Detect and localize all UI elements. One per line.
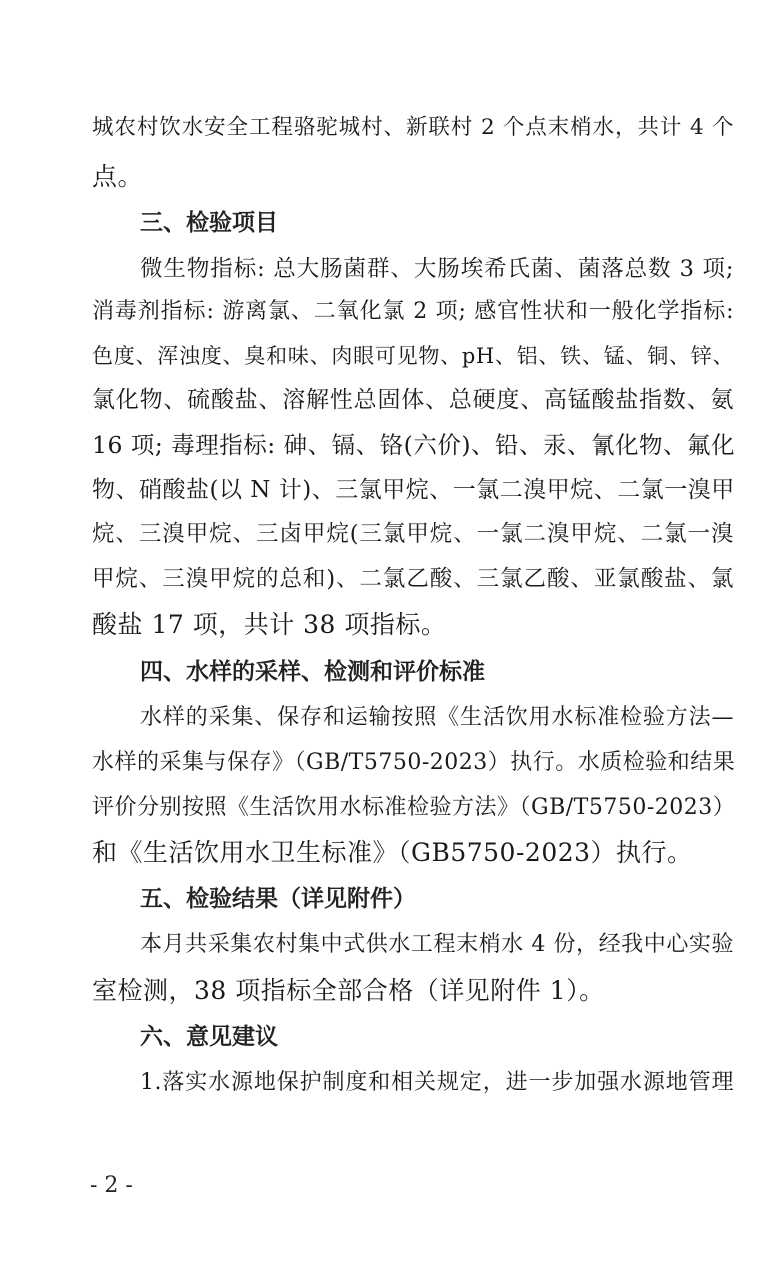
section-heading: 四、水样的采样、检测和评价标准 bbox=[140, 659, 485, 685]
body-line: 酸盐 17 项，共计 38 项指标。 bbox=[92, 610, 447, 639]
section-heading: 六、意见建议 bbox=[140, 1024, 278, 1050]
body-line: 1.落实水源地保护制度和相关规定，进一步加强水源地管理 bbox=[140, 1070, 734, 1095]
body-line: 城农村饮水安全工程骆驼城村、新联村 2 个点末梢水，共计 4 个 bbox=[92, 115, 734, 140]
body-line: 点。 bbox=[92, 162, 144, 191]
body-line: 16 项; 毒理指标: 砷、镉、铬(六价)、铅、汞、氰化物、氟化 bbox=[92, 431, 735, 459]
body-line: 色度、浑浊度、臭和味、肉眼可见物、pH、铝、铁、锰、铜、锌、 bbox=[92, 344, 734, 368]
page-number: - 2 - bbox=[90, 1173, 133, 1198]
section-heading: 三、检验项目 bbox=[140, 210, 278, 236]
body-line: 本月共采集农村集中式供水工程末梢水 4 份，经我中心实验 bbox=[140, 932, 734, 957]
body-line: 评价分别按照《生活饮用水标准检验方法》（GB/T5750-2023） bbox=[92, 795, 736, 820]
body-line: 水样的采集与保存》（GB/T5750-2023）执行。水质检验和结果 bbox=[92, 750, 736, 775]
body-line: 烷、三溴甲烷、三卤甲烷(三氯甲烷、一氯二溴甲烷、二氯一溴 bbox=[92, 521, 734, 547]
body-line: 水样的采集、保存和运输按照《生活饮用水标准检验方法— bbox=[140, 705, 734, 730]
body-line: 和《生活饮用水卫生标准》（GB5750-2023）执行。 bbox=[92, 838, 693, 867]
body-line: 物、硝酸盐(以 N 计)、三氯甲烷、一氯二溴甲烷、二氯一溴甲 bbox=[92, 477, 735, 503]
body-line: 消毒剂指标: 游离氯、二氧化氯 2 项; 感官性状和一般化学指标: bbox=[92, 299, 734, 324]
body-line: 室检测，38 项指标全部合格（详见附件 1）。 bbox=[92, 976, 605, 1005]
section-heading: 五、检验结果（详见附件） bbox=[140, 886, 416, 912]
body-line: 微生物指标: 总大肠菌群、大肠埃希氏菌、菌落总数 3 项; bbox=[140, 256, 734, 282]
body-line: 甲烷、三溴甲烷的总和)、二氯乙酸、三氯乙酸、亚氯酸盐、氯 bbox=[92, 566, 734, 592]
body-line: 氯化物、硫酸盐、溶解性总固体、总硬度、高锰酸盐指数、氨 bbox=[92, 387, 734, 413]
